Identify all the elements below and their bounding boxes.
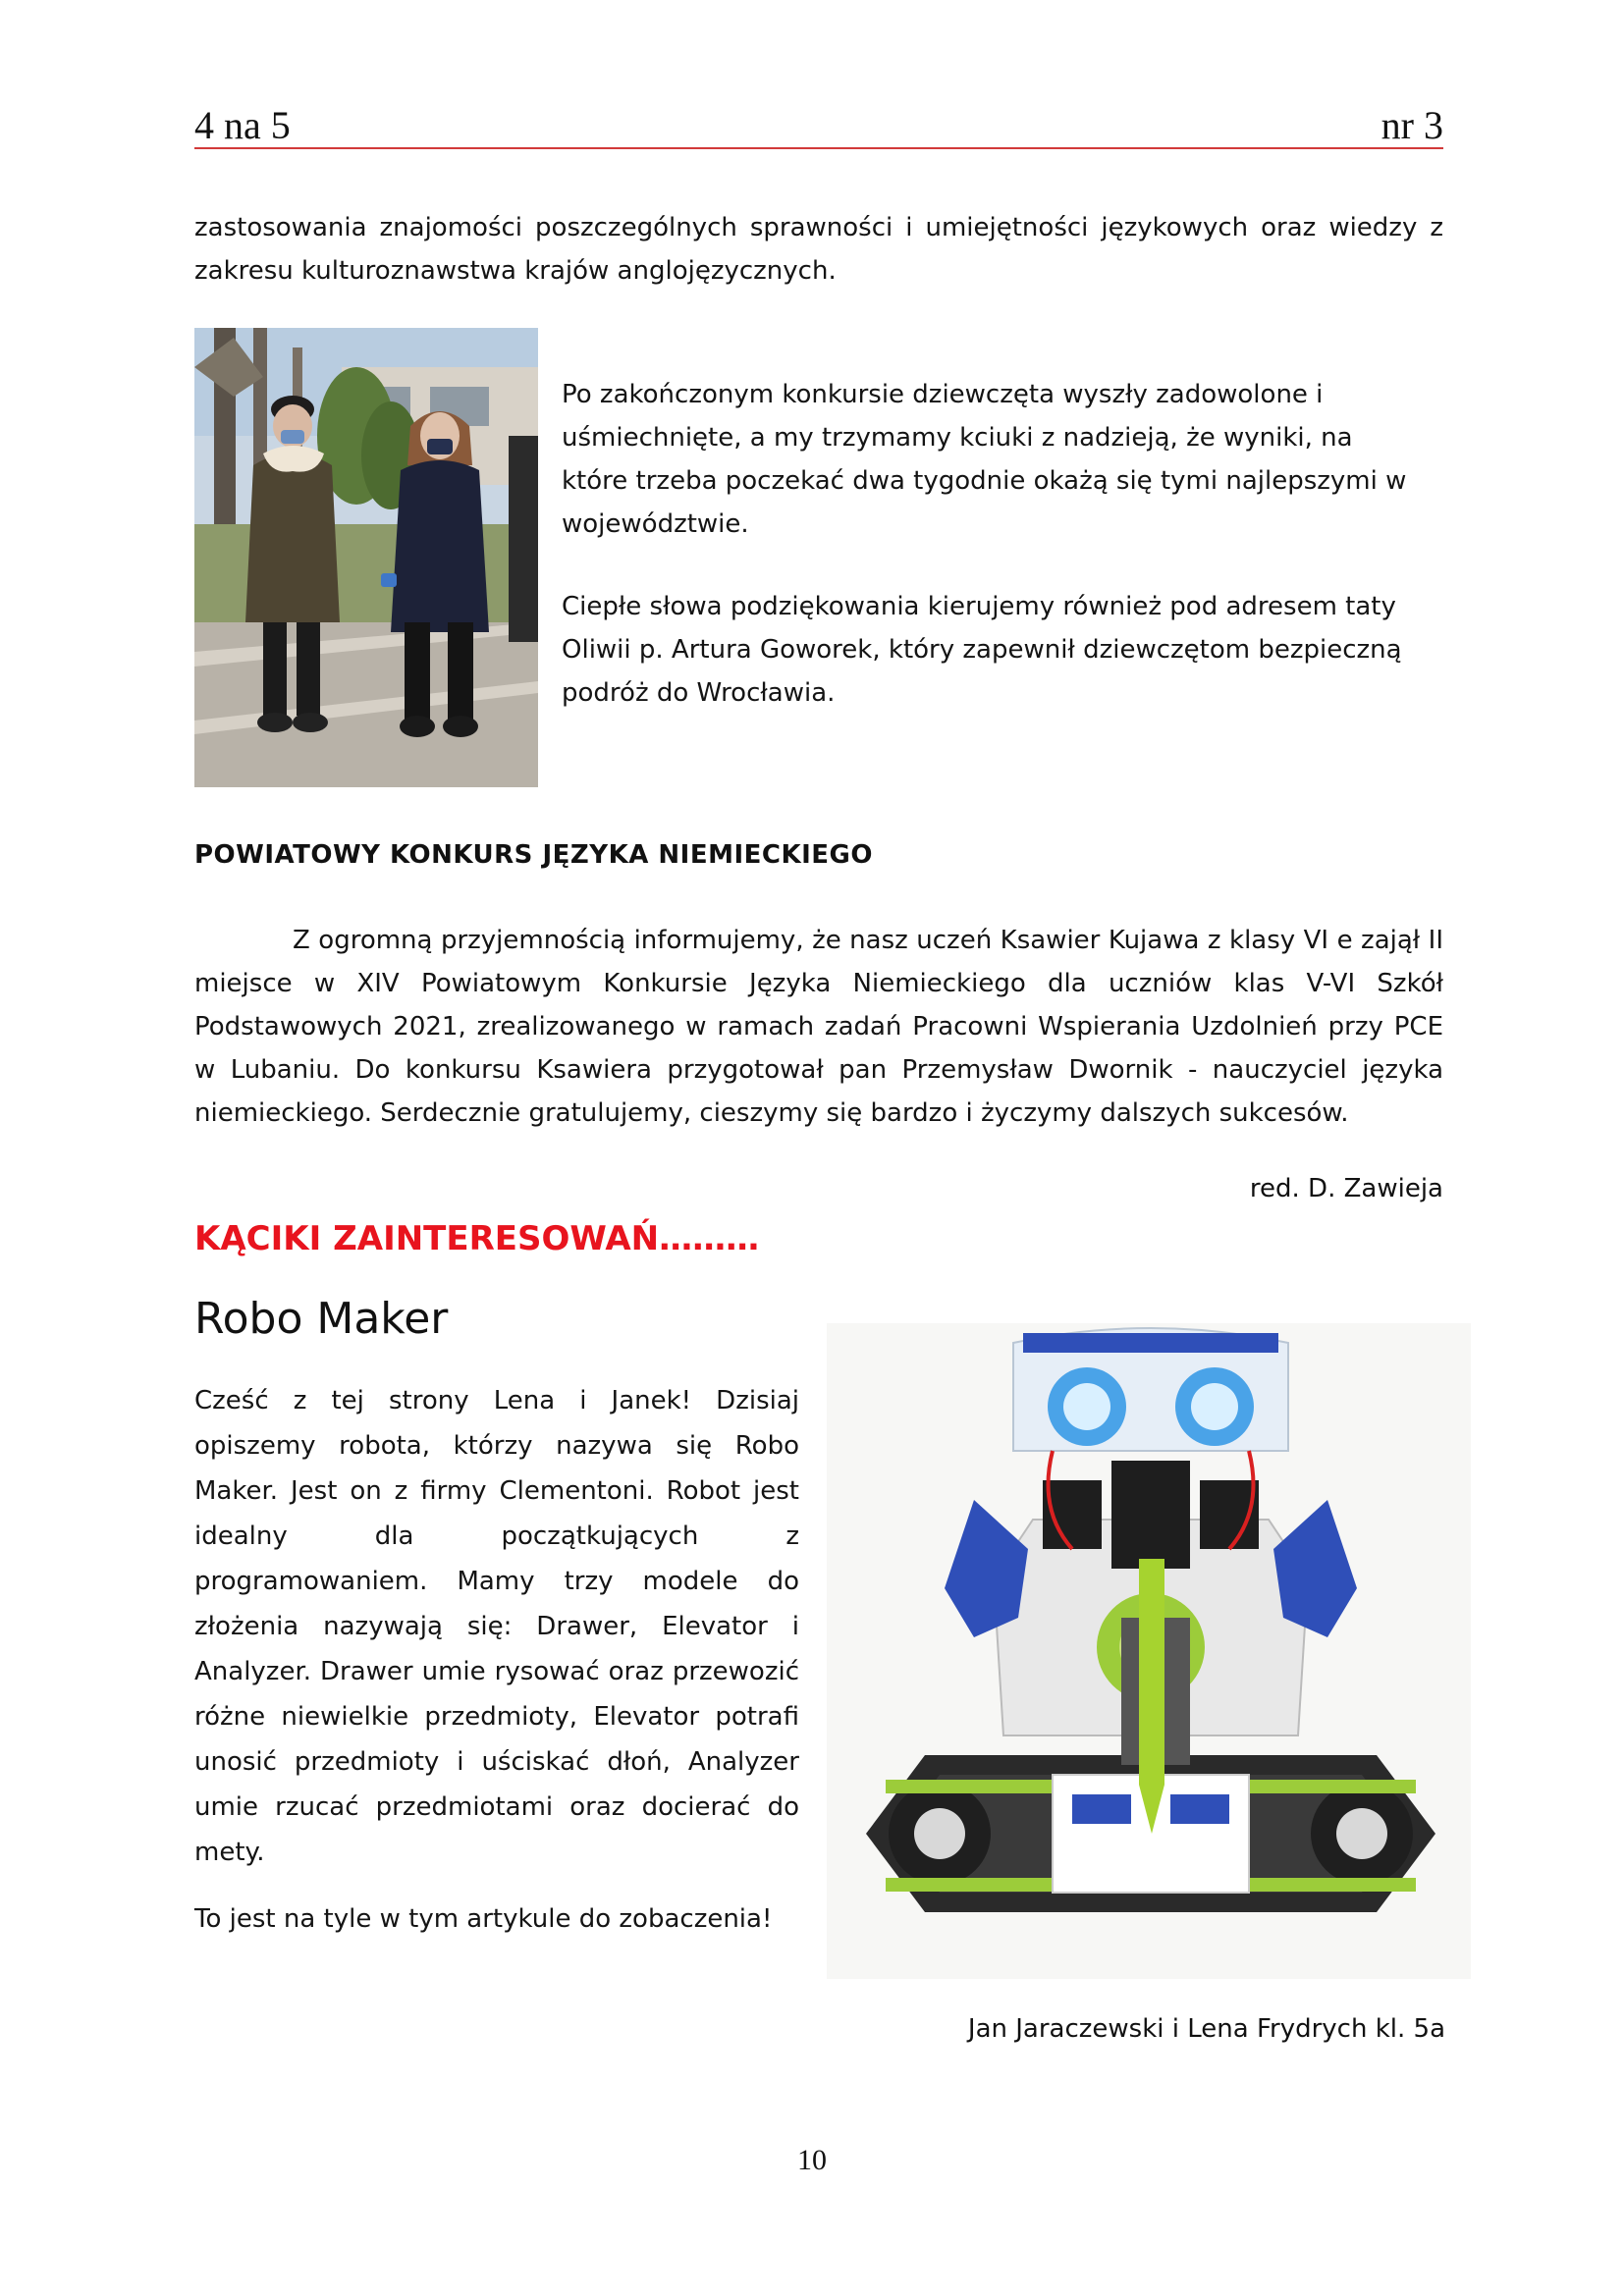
article-credit: Jan Jaraczewski i Lena Frydrych kl. 5a	[967, 2014, 1445, 2044]
newsletter-title: 4 na 5	[194, 103, 291, 147]
heading-interests-corner: KĄCIKI ZAINTERESOWAŃ………	[194, 1219, 760, 1258]
article-paragraph: Cześć z tej strony Lena i Janek! Dzisiaj opiszemy robota, którzy nazywa się Robo Maker. Jest on z firmy Clementoni. Robot jest idealny dla początkujących z programowaniem. Mamy trzy modele do złożenia nazywają się: Drawer, Elevator i Analyzer. Drawer umie rysować oraz przewozić różne niewielkie przedmioty, Elevator potrafi unosić przedmioty i uściskać dłoń, Analyzer umie rzucać przedmiotami oraz docierać do mety.	[194, 1386, 799, 1867]
german-contest-text: Z ogromną przyjemnością informujemy, że nasz uczeń Ksawier Kujawa z klasy VI e zajął II miejsce w XIV Powiatowym Konkursie Języka Niemieckiego dla uczniów klas V-VI Szkół Podstawowych 2021, zrealizowanego w ramach zadań Pracowni Wspierania Uzdolnień przy PCE w Lubaniu. Do konkursu Ksawiera przygotował pan Przemysław Dwornik - nauczyciel języka niemieckiego. Serdecznie gratulujemy, cieszymy się bardzo i życzymy dalszych sukcesów.	[194, 926, 1443, 1128]
page-header	[194, 98, 1443, 149]
photo-two-girls	[194, 328, 538, 787]
photo-side-text	[562, 373, 1426, 715]
intro-paragraph: zastosowania znajomości poszczególnych sprawności i umiejętności językowych oraz wiedzy z zakresu kulturoznawstwa krajów anglojęzycznych.	[194, 213, 1443, 286]
article-title: Robo Maker	[194, 1294, 449, 1344]
paragraph-contest-result: Po zakończonym konkursie dziewczęta wyszły zadowolone i uśmiechnięte, a my trzymamy kciuki z nadzieją, że wyniki, na które trzeba poczekać dwa tygodnie okażą się tymi najlepszymi w województwie.	[562, 380, 1407, 539]
heading-german-contest: POWIATOWY KONKURS JĘZYKA NIEMIECKIEGO	[194, 840, 873, 870]
german-contest-paragraph	[194, 919, 1443, 1135]
page-number: 10	[797, 2144, 827, 2176]
robot-image	[827, 1323, 1471, 1979]
article-body	[194, 1378, 799, 1942]
paragraph-thanks: Ciepłe słowa podziękowania kierujemy również pod adresem taty Oliwii p. Artura Goworek, który zapewnił dziewczętom bezpieczną podróż do Wrocławia.	[562, 592, 1402, 708]
issue-number: nr 3	[1380, 103, 1443, 147]
article-closing: To jest na tyle w tym artykule do zobaczenia!	[194, 1904, 773, 1934]
signature: red. D. Zawieja	[1249, 1174, 1443, 1203]
